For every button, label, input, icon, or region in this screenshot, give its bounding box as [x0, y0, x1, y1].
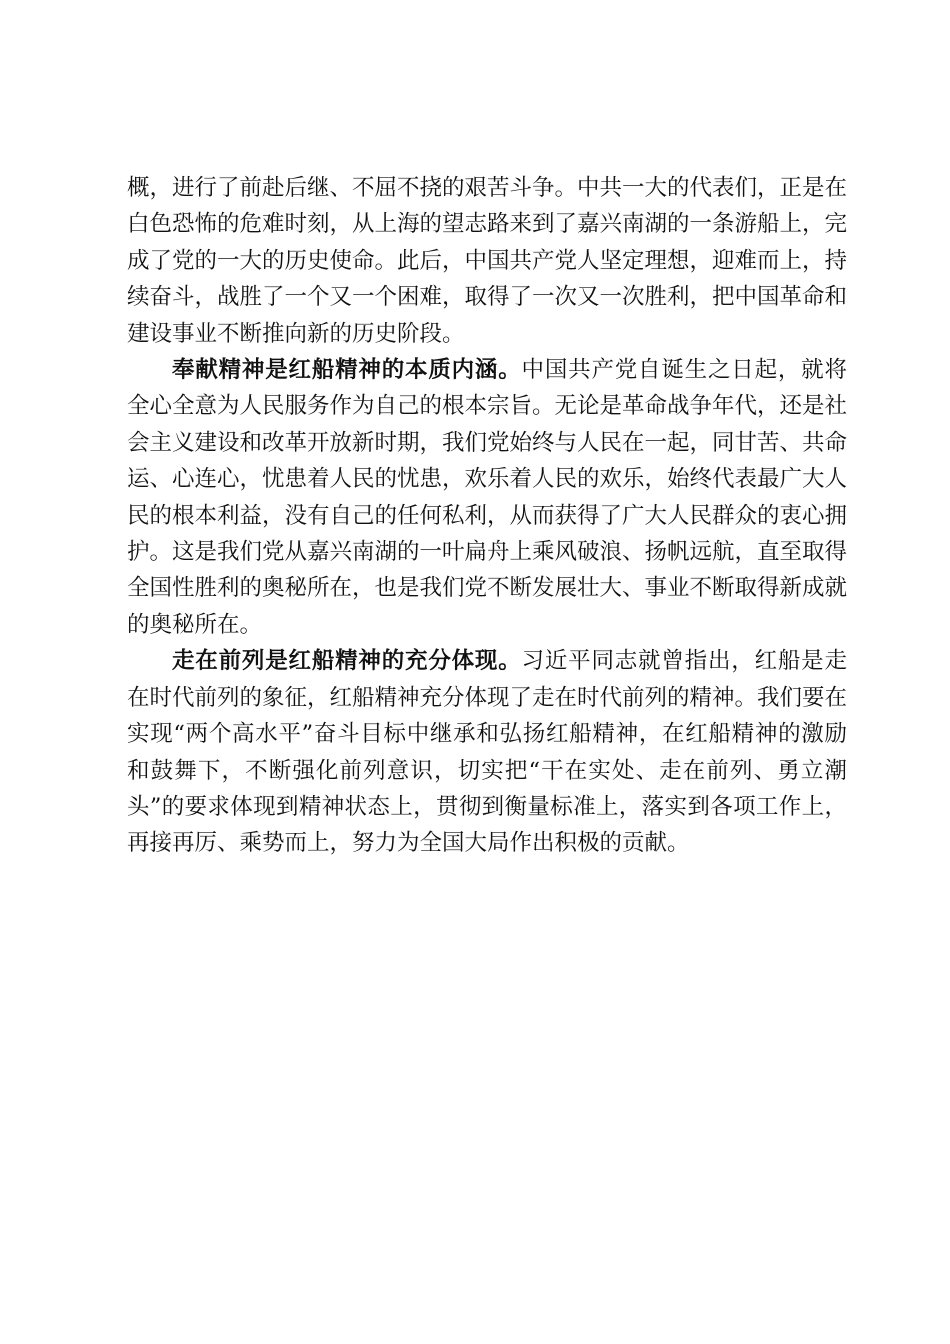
paragraph-text: 概，进行了前赴后继、不屈不挠的艰苦斗争。中共一大的代表们，正是在白色恐怖的危难时刻，从上海的望志路来到了嘉兴南湖的一条游船上，完成了党的一大的历史使命。此后，中国共产党人坚定理想，迎难而上，持续奋斗，战胜了一个又一个困难，取得了一次又一次胜利，把中国革命和建设事业不断推向新的历史阶段。 — [127, 175, 848, 347]
paragraph-dedication — [127, 352, 847, 643]
paragraph-continuation — [127, 170, 847, 352]
document-body — [127, 170, 847, 862]
paragraph-text: 习近平同志就曾指出，红船是走在时代前列的象征，红船精神充分体现了走在时代前列的精神。我们要在实现“两个高水平”奋斗目标中继承和弘扬红船精神，在红船精神的激励和鼓舞下，不断强化前列意识，切实把“干在实处、走在前列、勇立潮头”的要求体现到精神状态上，贯彻到衡量标准上，落实到各项工作上，再接再厉、乘势而上，努力为全国大局作出积极的贡献。 — [127, 648, 848, 857]
paragraph-lead-heading: 奉献精神是红船精神的本质内涵。 — [172, 357, 522, 384]
paragraph-lead-heading: 走在前列是红船精神的充分体现。 — [172, 648, 522, 675]
paragraph-text: 中国共产党自诞生之日起，就将全心全意为人民服务作为自己的根本宗旨。无论是革命战争年代，还是社会主义建设和改革开放新时期，我们党始终与人民在一起，同甘苦、共命运、心连心，忧患着人民的忧患，欢乐着人民的欢乐，始终代表最广大人民的根本利益，没有自己的任何私利，从而获得了广大人民群众的衷心拥护。这是我们党从嘉兴南湖的一叶扁舟上乘风破浪、扬帆远航，直至取得全国性胜利的奥秘所在，也是我们党不断发展壮大、事业不断取得新成就的奥秘所在。 — [127, 357, 848, 638]
paragraph-forefront — [127, 643, 847, 861]
